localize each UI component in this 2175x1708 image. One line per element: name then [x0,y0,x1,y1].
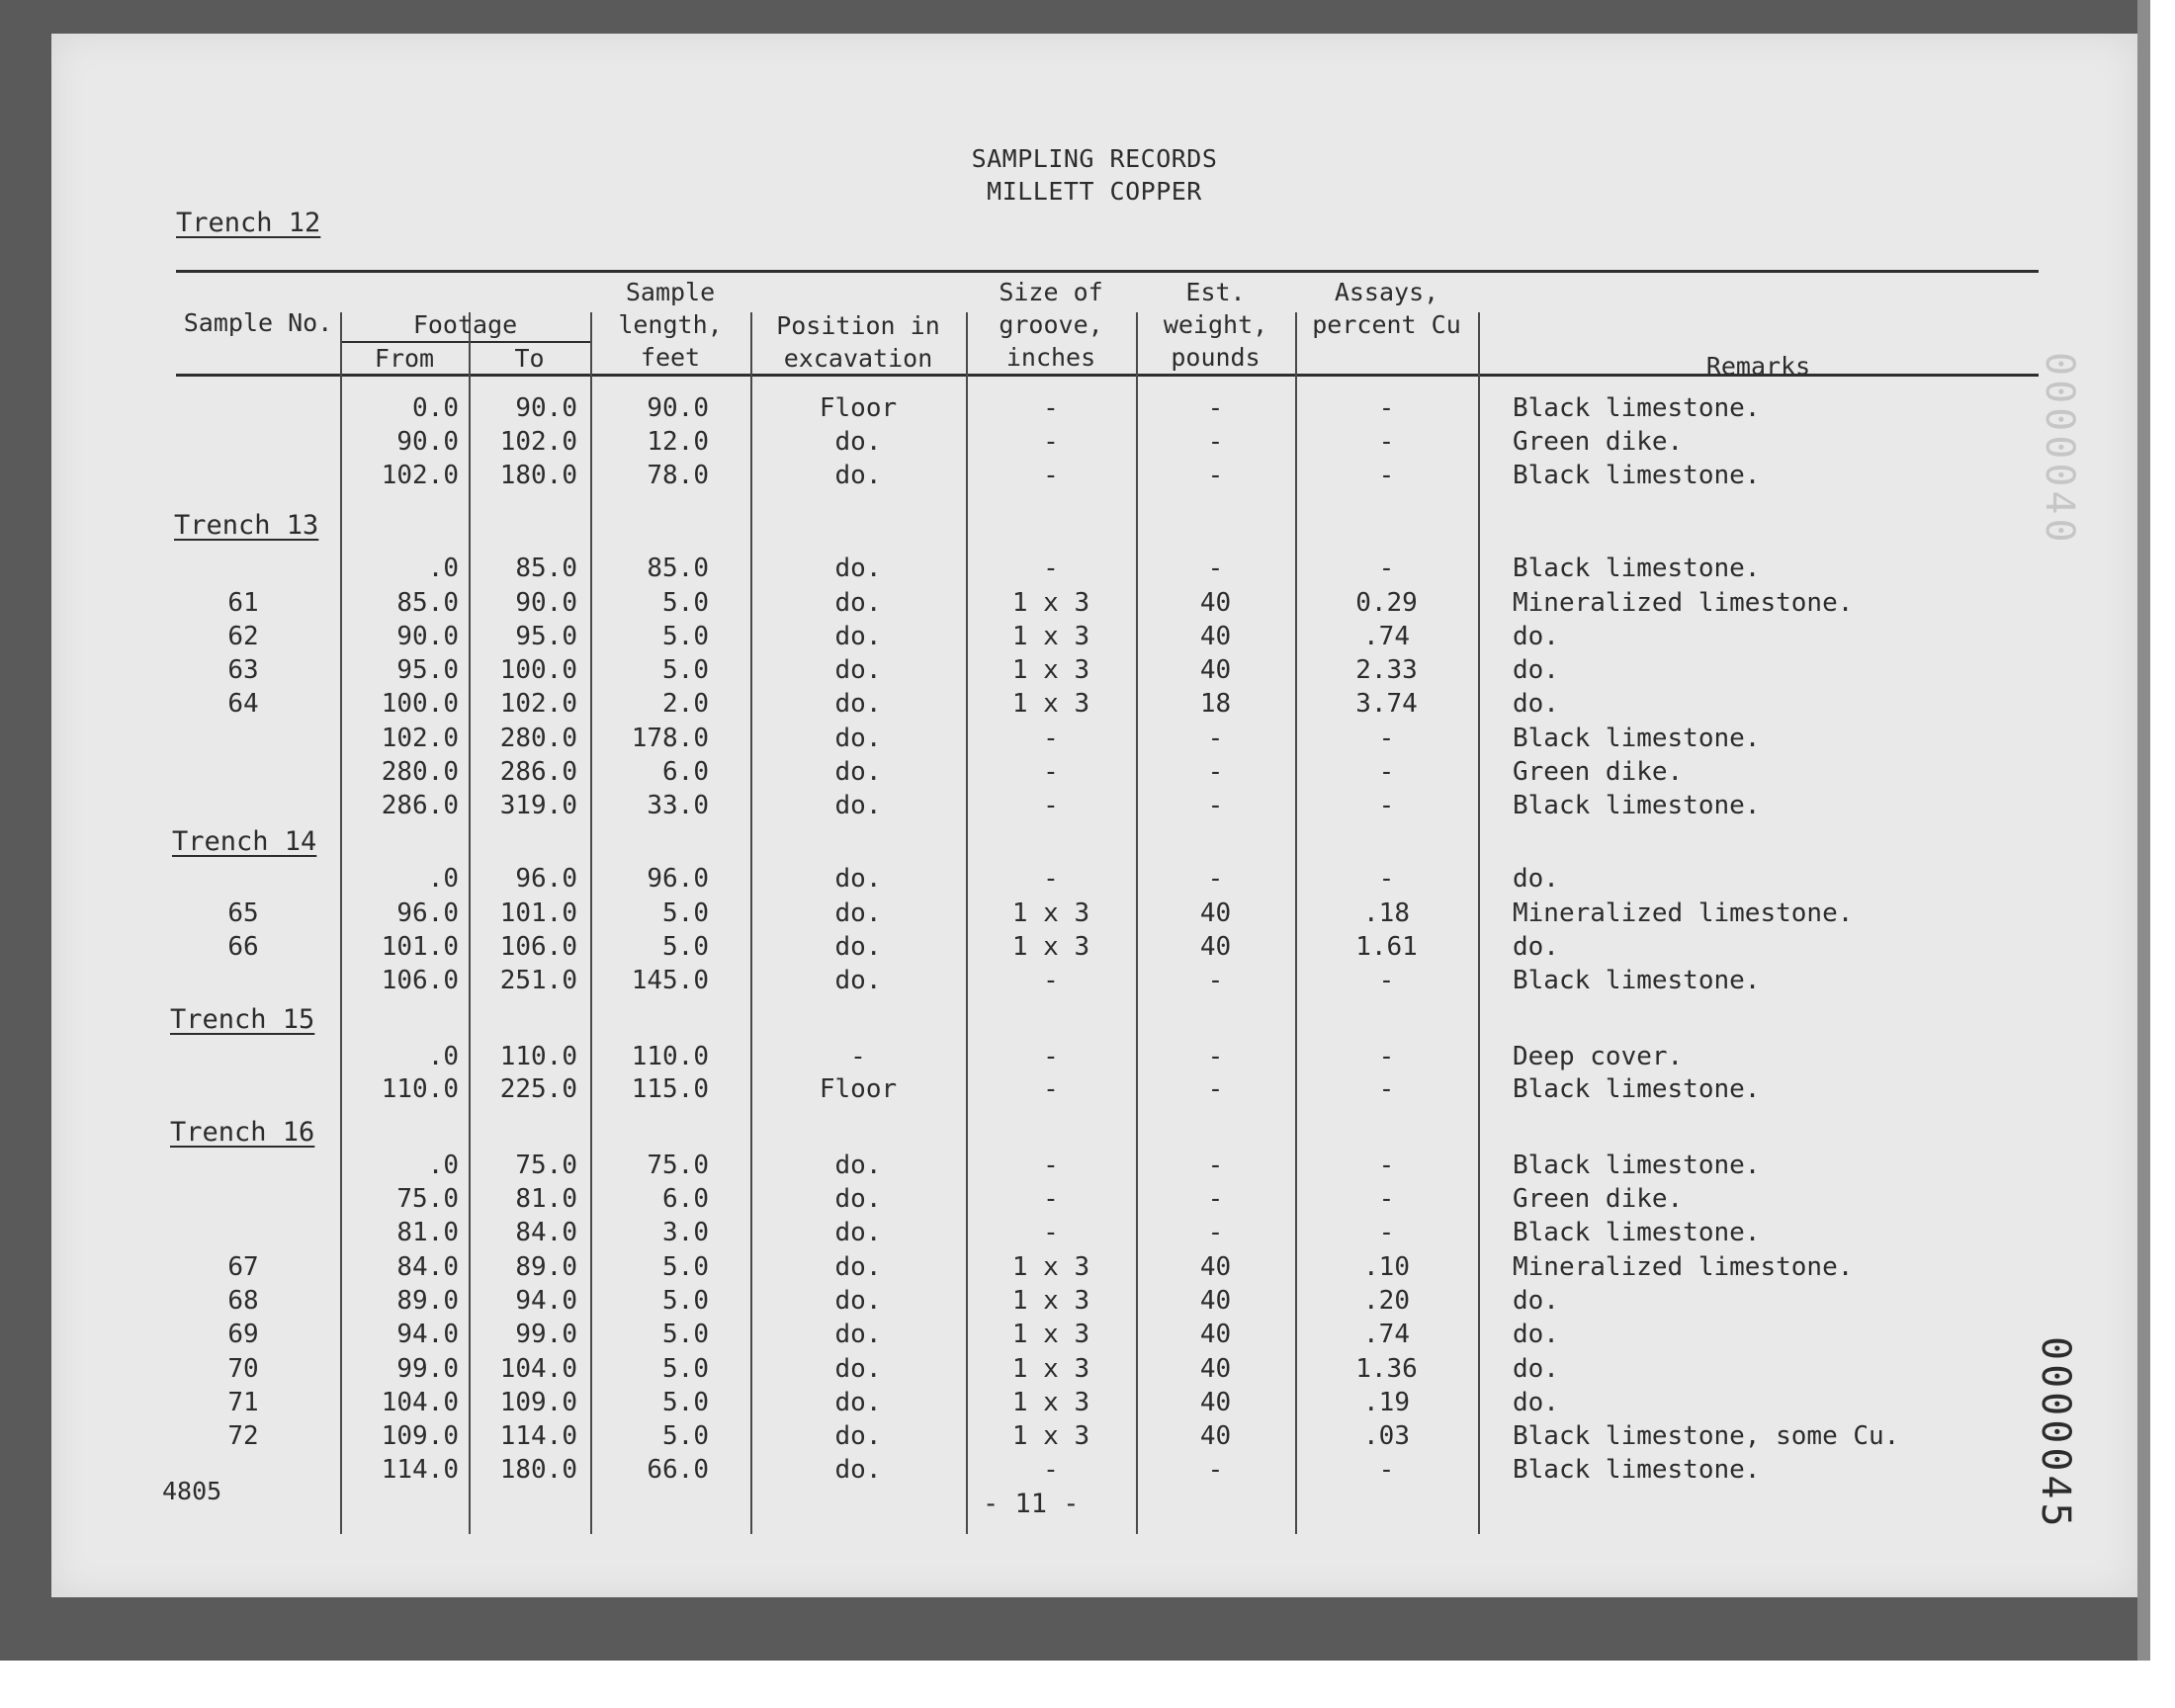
cell-groove: - [1043,724,1059,753]
trench-label: Trench 16 [170,1117,315,1148]
header-from: From [374,344,435,373]
cell-to: 319.0 [499,791,577,820]
cell-length: 3.0 [662,1218,709,1247]
header-position: Position in excavation [776,311,940,373]
cell-to: 99.0 [515,1320,577,1349]
cell-position: do. [834,966,882,995]
cell-weight: - [1207,864,1224,894]
cell-groove: - [1043,554,1059,583]
cell-to: 84.0 [515,1218,577,1247]
document-title: SAMPLING RECORDS [971,144,1218,173]
cell-weight: 40 [1199,1354,1232,1384]
cell-length: 5.0 [662,1252,709,1282]
cell-groove: - [1043,791,1059,820]
cell-remarks: do. [1513,1286,1559,1316]
cell-groove: - [1043,966,1059,995]
cell-remarks: Black limestone. [1513,724,1761,753]
cell-position: do. [834,1151,882,1180]
cell-from: .0 [427,1042,459,1071]
header-groove: Size of groove, inches [999,278,1103,372]
trench-label: Trench 15 [170,1004,315,1035]
cell-groove: 1 x 3 [1011,898,1090,928]
cell-to: 90.0 [515,393,577,423]
cell-from: 106.0 [381,966,459,995]
cell-remarks: do. [1513,1320,1559,1349]
cell-position: do. [834,898,882,928]
cell-assay: .74 [1363,622,1410,651]
cell-weight: - [1207,427,1224,457]
cell-weight: 40 [1199,588,1232,618]
cell-assay: - [1378,864,1395,894]
faint-bates-stamp: 0000040 [2037,352,2082,547]
header-weight: Est. weight, pounds [1163,278,1268,372]
cell-weight: - [1207,1455,1224,1485]
cell-assay: - [1378,427,1395,457]
header-to: To [514,344,545,373]
cell-from: 96.0 [396,898,459,928]
cell-assay: .10 [1363,1252,1410,1282]
cell-assay: - [1378,1455,1395,1485]
cell-position: do. [834,1252,882,1282]
cell-sample-no: 70 [227,1354,259,1384]
cell-from: 84.0 [396,1252,459,1282]
header-remarks: Remarks [1705,352,1811,381]
cell-position: do. [834,1184,882,1214]
cell-length: 5.0 [662,898,709,928]
cell-position: do. [834,724,882,753]
cell-remarks: Mineralized limestone. [1513,898,1854,928]
cell-from: 110.0 [381,1074,459,1104]
cell-length: 110.0 [631,1042,709,1071]
cell-weight: - [1207,1184,1224,1214]
cell-groove: 1 x 3 [1011,1286,1090,1316]
cell-groove: - [1043,1042,1059,1071]
cell-remarks: Black limestone. [1513,1218,1761,1247]
cell-remarks: Black limestone. [1513,461,1761,490]
cell-length: 6.0 [662,757,709,787]
cell-length: 5.0 [662,588,709,618]
page-number: - 11 - [983,1489,1080,1519]
cell-remarks: Green dike. [1513,427,1684,457]
cell-to: 81.0 [515,1184,577,1214]
cell-to: 251.0 [499,966,577,995]
cell-length: 5.0 [662,1320,709,1349]
cell-to: 109.0 [499,1388,577,1417]
cell-weight: - [1207,461,1224,490]
cell-from: 81.0 [396,1218,459,1247]
cell-length: 5.0 [662,1354,709,1384]
cell-groove: 1 x 3 [1011,588,1090,618]
cell-groove: 1 x 3 [1011,1388,1090,1417]
cell-position: do. [834,1286,882,1316]
cell-weight: - [1207,393,1224,423]
cell-from: 102.0 [381,724,459,753]
cell-sample-no: 61 [227,588,259,618]
cell-to: 96.0 [515,864,577,894]
cell-remarks: Black limestone. [1513,1455,1761,1485]
cell-sample-no: 62 [227,622,259,651]
cell-assay: - [1378,791,1395,820]
cell-position: do. [834,1455,882,1485]
cell-from: 101.0 [381,932,459,962]
cell-from: 0.0 [412,393,459,423]
cell-groove: 1 x 3 [1011,932,1090,962]
cell-to: 110.0 [499,1042,577,1071]
cell-position: do. [834,427,882,457]
cell-remarks: Black limestone, some Cu. [1513,1421,1900,1451]
cell-weight: 40 [1199,1421,1232,1451]
cell-from: .0 [427,554,459,583]
cell-weight: - [1207,1042,1224,1071]
cell-remarks: do. [1513,689,1559,719]
cell-weight: 40 [1199,655,1232,685]
cell-from: 99.0 [396,1354,459,1384]
cell-from: 102.0 [381,461,459,490]
cell-to: 180.0 [499,1455,577,1485]
cell-sample-no: 72 [227,1421,259,1451]
cell-position: do. [834,689,882,719]
cell-remarks: do. [1513,1354,1559,1384]
cell-remarks: do. [1513,864,1559,894]
cell-length: 66.0 [647,1455,709,1485]
cell-remarks: Black limestone. [1513,966,1761,995]
column-divider [1478,312,1480,1534]
cell-from: 89.0 [396,1286,459,1316]
cell-assay: - [1378,724,1395,753]
cell-to: 89.0 [515,1252,577,1282]
cell-from: 95.0 [396,655,459,685]
cell-length: 78.0 [647,461,709,490]
cell-assay: .19 [1363,1388,1410,1417]
cell-groove: 1 x 3 [1011,1252,1090,1282]
cell-length: 5.0 [662,1421,709,1451]
cell-groove: - [1043,427,1059,457]
cell-length: 6.0 [662,1184,709,1214]
cell-groove: - [1043,1074,1059,1104]
cell-weight: - [1207,1218,1224,1247]
cell-position: do. [834,932,882,962]
cell-length: 145.0 [631,966,709,995]
cell-assay: .20 [1363,1286,1410,1316]
cell-position: Floor [819,393,898,423]
cell-position: do. [834,1218,882,1247]
cell-to: 102.0 [499,689,577,719]
cell-position: do. [834,1421,882,1451]
cell-sample-no: 68 [227,1286,259,1316]
cell-to: 286.0 [499,757,577,787]
cell-position: do. [834,757,882,787]
cell-weight: - [1207,724,1224,753]
cell-weight: - [1207,554,1224,583]
bates-stamp: 0000045 [2033,1336,2078,1531]
cell-weight: - [1207,757,1224,787]
trench-label: Trench 12 [176,208,321,238]
cell-from: 90.0 [396,622,459,651]
cell-to: 95.0 [515,622,577,651]
cell-length: 178.0 [631,724,709,753]
cell-remarks: do. [1513,1388,1559,1417]
table-top-rule [176,270,2039,273]
cell-length: 85.0 [647,554,709,583]
cell-position: do. [834,1388,882,1417]
cell-from: 280.0 [381,757,459,787]
cell-remarks: do. [1513,655,1559,685]
trench-label: Trench 13 [174,510,319,541]
cell-sample-no: 69 [227,1320,259,1349]
cell-to: 106.0 [499,932,577,962]
cell-to: 102.0 [499,427,577,457]
cell-remarks: do. [1513,622,1559,651]
cell-remarks: Black limestone. [1513,1074,1761,1104]
cell-position: do. [834,1320,882,1349]
cell-from: 85.0 [396,588,459,618]
cell-sample-no: 67 [227,1252,259,1282]
cell-groove: - [1043,1455,1059,1485]
cell-assay: - [1378,757,1395,787]
cell-assay: - [1378,1184,1395,1214]
cell-to: 90.0 [515,588,577,618]
cell-assay: - [1378,461,1395,490]
cell-remarks: do. [1513,932,1559,962]
cell-to: 180.0 [499,461,577,490]
cell-groove: 1 x 3 [1011,1354,1090,1384]
cell-sample-no: 71 [227,1388,259,1417]
cell-length: 5.0 [662,1286,709,1316]
cell-assay: - [1378,393,1395,423]
cell-position: do. [834,461,882,490]
cell-from: 114.0 [381,1455,459,1485]
cell-remarks: Mineralized limestone. [1513,1252,1854,1282]
cell-weight: - [1207,1151,1224,1180]
header-assays: Assays, percent Cu [1312,278,1461,339]
cell-assay: .03 [1363,1421,1410,1451]
cell-weight: - [1207,791,1224,820]
cell-assay: .18 [1363,898,1410,928]
cell-remarks: Mineralized limestone. [1513,588,1854,618]
cell-groove: - [1043,1218,1059,1247]
cell-position: do. [834,864,882,894]
cell-remarks: Green dike. [1513,1184,1684,1214]
cell-weight: 40 [1199,622,1232,651]
scan-edge [2137,0,2150,1661]
cell-sample-no: 66 [227,932,259,962]
cell-remarks: Black limestone. [1513,554,1761,583]
cell-weight: 40 [1199,1320,1232,1349]
cell-groove: - [1043,1151,1059,1180]
cell-from: .0 [427,864,459,894]
header-sample-length: Sample length, feet [618,278,723,372]
cell-length: 33.0 [647,791,709,820]
cell-weight: 40 [1199,1252,1232,1282]
cell-length: 5.0 [662,932,709,962]
cell-to: 280.0 [499,724,577,753]
cell-assay: 1.61 [1355,932,1418,962]
cell-from: 100.0 [381,689,459,719]
cell-groove: - [1043,757,1059,787]
cell-assay: - [1378,1042,1395,1071]
cell-remarks: Green dike. [1513,757,1684,787]
cell-groove: 1 x 3 [1011,655,1090,685]
cell-position: do. [834,554,882,583]
cell-assay: - [1378,1218,1395,1247]
header-sample-no: Sample No. [183,308,333,337]
cell-to: 75.0 [515,1151,577,1180]
cell-remarks: Deep cover. [1513,1042,1684,1071]
cell-length: 75.0 [647,1151,709,1180]
cell-groove: - [1043,461,1059,490]
cell-groove: - [1043,393,1059,423]
cell-position: do. [834,1354,882,1384]
cell-weight: - [1207,966,1224,995]
cell-from: 104.0 [381,1388,459,1417]
cell-length: 90.0 [647,393,709,423]
cell-from: 286.0 [381,791,459,820]
cell-groove: 1 x 3 [1011,1421,1090,1451]
cell-position: do. [834,655,882,685]
cell-assay: 3.74 [1355,689,1418,719]
cell-assay: - [1378,554,1395,583]
cell-from: 94.0 [396,1320,459,1349]
cell-to: 225.0 [499,1074,577,1104]
cell-length: 12.0 [647,427,709,457]
cell-weight: 40 [1199,932,1232,962]
cell-sample-no: 63 [227,655,259,685]
cell-sample-no: 64 [227,689,259,719]
cell-to: 114.0 [499,1421,577,1451]
cell-groove: 1 x 3 [1011,1320,1090,1349]
cell-groove: - [1043,1184,1059,1214]
cell-weight: 40 [1199,1388,1232,1417]
cell-to: 104.0 [499,1354,577,1384]
cell-groove: 1 x 3 [1011,622,1090,651]
cell-length: 96.0 [647,864,709,894]
cell-assay: - [1378,1151,1395,1180]
cell-from: .0 [427,1151,459,1180]
cell-length: 5.0 [662,622,709,651]
cell-length: 5.0 [662,1388,709,1417]
cell-from: 75.0 [396,1184,459,1214]
cell-remarks: Black limestone. [1513,791,1761,820]
header-footage: Footage [412,310,518,339]
cell-length: 2.0 [662,689,709,719]
cell-weight: 18 [1199,689,1232,719]
cell-length: 5.0 [662,655,709,685]
cell-position: - [850,1042,866,1071]
cell-to: 101.0 [499,898,577,928]
cell-from: 109.0 [381,1421,459,1451]
cell-position: Floor [819,1074,898,1104]
cell-assay: - [1378,966,1395,995]
cell-to: 85.0 [515,554,577,583]
cell-from: 90.0 [396,427,459,457]
cell-assay: 1.36 [1355,1354,1418,1384]
document-page [51,34,2137,1597]
cell-weight: 40 [1199,1286,1232,1316]
cell-assay: - [1378,1074,1395,1104]
cell-assay: .74 [1363,1320,1410,1349]
cell-position: do. [834,622,882,651]
cell-weight: 40 [1199,898,1232,928]
cell-to: 94.0 [515,1286,577,1316]
cell-sample-no: 65 [227,898,259,928]
cell-to: 100.0 [499,655,577,685]
cell-groove: 1 x 3 [1011,689,1090,719]
cell-length: 115.0 [631,1074,709,1104]
cell-weight: - [1207,1074,1224,1104]
cell-assay: 0.29 [1355,588,1418,618]
cell-groove: - [1043,864,1059,894]
document-number: 4805 [162,1477,222,1505]
cell-position: do. [834,791,882,820]
cell-remarks: Black limestone. [1513,1151,1761,1180]
cell-position: do. [834,588,882,618]
trench-label: Trench 14 [172,826,317,857]
cell-remarks: Black limestone. [1513,393,1761,423]
cell-assay: 2.33 [1355,655,1418,685]
document-subtitle: MILLETT COPPER [987,177,1202,206]
